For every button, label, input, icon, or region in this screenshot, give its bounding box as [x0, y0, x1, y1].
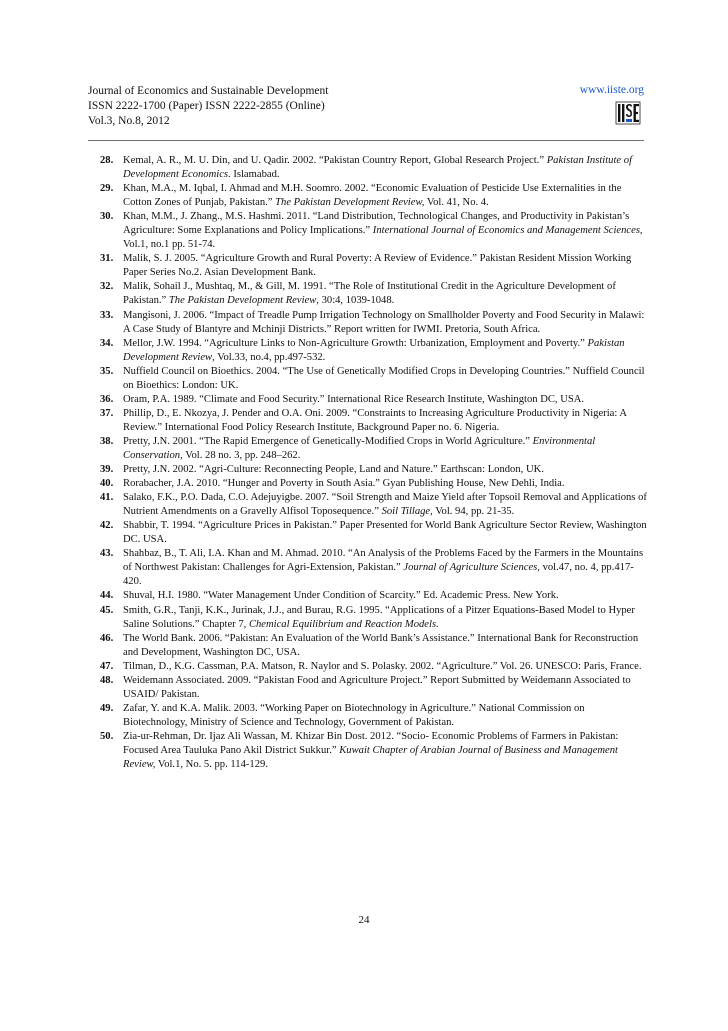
reference-text: The World Bank. 2006. “Pakistan: An Evaluation of the World Bank’s Assistance.” International Bank for Reconstruction and Development, Washington DC, USA. — [123, 632, 639, 658]
reference-number: 37. — [100, 407, 114, 419]
reference-number: 35. — [100, 365, 114, 377]
reference-item — [100, 463, 647, 477]
journal-url-link[interactable]: www.iiste.org — [579, 84, 644, 96]
reference-text: Kemal, A. R., M. U. Din, and U. Qadir. 2002. “Pakistan Country Report, Global Research Project.” — [123, 155, 547, 166]
reference-number: 30. — [100, 211, 114, 223]
reference-number: 44. — [100, 590, 114, 602]
reference-text: Tilman, D., K.G. Cassman, P.A. Matson, R. Naylor and S. Polasky. 2002. “Agriculture.” Vol. 26. UNESCO: Paris, France. — [123, 660, 642, 672]
reference-text: Khan, M.A., M. Iqbal, I. Ahmad and M.H. Soomro. 2002. “Economic Evaluation of Pesticide Use Externalities in the Cotton Zones of Punjab, Pakistan.” — [123, 183, 622, 209]
header-divider — [88, 140, 644, 141]
reference-source-title: The Pakistan Development Review — [168, 295, 317, 307]
reference-number: 45. — [100, 604, 114, 616]
reference-item — [100, 604, 647, 632]
reference-item — [100, 337, 647, 365]
reference-text: vol.47, no. 4, pp.417-420. — [123, 562, 634, 588]
reference-text: Zafar, Y. and K.A. Malik. 2003. “Working Paper on Biotechnology in Agriculture.” National Commission on Biotechnology, Ministry of Science and Technology, Government of Pakistan. — [123, 702, 585, 728]
reference-number: 39. — [100, 464, 114, 476]
reference-item — [100, 309, 647, 337]
reference-text: , Vol. 28 no. 3, pp. 248–262. — [180, 449, 301, 461]
reference-item — [100, 491, 647, 519]
reference-text: Oram, P.A. 1989. “Climate and Food Security.” International Rice Research Institute, Washington DC, USA. — [123, 393, 585, 405]
reference-item — [100, 393, 647, 407]
reference-number: 31. — [100, 253, 114, 265]
reference-text: Shabbir, T. 1994. “Agriculture Prices in Pakistan.” Paper Presented for World Bank Agriculture Sector Review, Washington DC. USA. — [123, 520, 647, 546]
reference-source-title: Journal of Agriculture Sciences, — [403, 562, 540, 574]
volume-line: Vol.3, No.8, 2012 — [88, 115, 170, 127]
reference-item — [100, 210, 647, 252]
reference-text: Khan, M.M., J. Zhang., M.S. Hashmi. 2011. “Land Distribution, Technological Changes, and Productivity in Pakistan’s Agriculture: Some Explanations and Policy Implications.” — [123, 211, 630, 237]
reference-item — [100, 154, 647, 182]
reference-number: 38. — [100, 435, 114, 447]
reference-text: Mangisoni, J. 2006. “Impact of Treadle Pump Irrigation Technology on Smallholder Poverty and Food Security in Malawi: A Case Study of Blantyre and Mchinji Districts.” Report written for IWMI. Pretoria, South Africa. — [123, 309, 645, 335]
reference-number: 50. — [100, 730, 114, 742]
reference-number: 48. — [100, 674, 114, 686]
reference-source-title: Chemical Equilibrium and Reaction Models. — [248, 618, 439, 630]
reference-text: Malik, S. J. 2005. “Agriculture Growth and Rural Poverty: A Review of Evidence.” Pakistan Resident Mission Working Paper Series No.2. Asian Development Bank. — [123, 253, 632, 279]
reference-item — [100, 182, 647, 210]
reference-source-title: International Journal of Economics and Management Sciences, — [372, 225, 643, 237]
page-number: 24 — [358, 914, 370, 926]
reference-text: Smith, G.R., Tanji, K.K., Jurinak, J.J., and Burau, R.G. 1995. “Applications of a Pitzer Equations-Based Model to Hyper Saline Solutions.” Chapter 7, — [123, 604, 635, 630]
reference-item — [100, 252, 647, 280]
reference-text: Malik, Sohail J., Mushtaq, M., & Gill, M. 1991. “The Role of Institutional Credit in the Agriculture Development of Pakistan.” — [123, 281, 616, 307]
reference-item — [100, 280, 647, 308]
reference-text: Phillip, D., E. Nkozya, J. Pender and O.A. Oni. 2009. “Constraints to Increasing Agriculture Productivity in Nigeria: A Review.” International Food Policy Research Institute, Background Paper no. 6. Nigeria. — [123, 407, 627, 433]
reference-number: 47. — [100, 660, 114, 672]
reference-number: 49. — [100, 702, 114, 714]
reference-number: 43. — [100, 548, 114, 560]
reference-text: Vol. 94, pp. 21-35. — [432, 506, 515, 518]
reference-item — [100, 477, 647, 491]
reference-source-title: Environmental Conservation — [123, 435, 596, 461]
reference-text: Vol.1, No. 5. pp. 114-129. — [155, 759, 268, 771]
reference-number: 42. — [100, 520, 114, 532]
reference-text: Vol.1, no.1 pp. 51-74. — [123, 239, 216, 251]
reference-number: 32. — [100, 281, 114, 293]
reference-item — [100, 407, 647, 435]
reference-item — [100, 519, 647, 547]
reference-item — [100, 730, 647, 772]
reference-source-title: Pakistan Development Review — [123, 337, 625, 363]
reference-item — [100, 589, 647, 603]
reference-text: Nuffield Council on Bioethics. 2004. “The Use of Genetically Modified Crops in Developing Countries.” Nuffield Council on Bioethics: London: UK. — [123, 365, 645, 391]
reference-item — [100, 632, 647, 660]
reference-number: 33. — [100, 309, 114, 321]
reference-number: 46. — [100, 632, 114, 644]
reference-source-title: Kuwait Chapter of Arabian Journal of Business and Management Review, — [123, 744, 618, 771]
journal-title: Journal of Economics and Sustainable Development — [88, 85, 329, 97]
reference-source-title: Soil Tillage, — [381, 506, 433, 518]
reference-number: 29. — [100, 183, 114, 195]
reference-item — [100, 365, 647, 393]
reference-source-title: The Pakistan Development Review, — [275, 197, 425, 209]
reference-number: 34. — [100, 337, 114, 349]
reference-text: . Islamabad. — [228, 169, 280, 181]
issn-line: ISSN 2222-1700 (Paper) ISSN 2222-2855 (Online) — [88, 100, 325, 112]
reference-source-title: Pakistan Institute of Development Economics — [123, 155, 633, 181]
reference-text: Zia-ur-Rehman, Dr. Ijaz Ali Wassan, M. Khizar Bin Dost. 2012. “Socio- Economic Problems of Farmers in Pakistan: Focused Area Tauluka Pano Akil District Sukkur.” — [123, 730, 619, 756]
reference-item — [100, 547, 647, 589]
reference-list — [100, 154, 647, 772]
reference-text: Weidemann Associated. 2009. “Pakistan Food and Agriculture Project.” Report Submitted by Weidemann Associated to USAID/ Pakistan. — [123, 674, 631, 700]
reference-text: Mellor, J.W. 1994. “Agriculture Links to Non-Agriculture Growth: Urbanization, Employment and Poverty.” — [123, 337, 588, 349]
reference-text: Rorabacher, J.A. 2010. “Hunger and Poverty in South Asia.” Gyan Publishing House, New Dehli, India. — [123, 478, 565, 490]
reference-text: Shuval, H.I. 1980. “Water Management Under Condition of Scarcity.” Ed. Academic Press. New York. — [123, 590, 559, 602]
page-header — [88, 84, 644, 129]
reference-item — [100, 660, 647, 674]
reference-item — [100, 435, 647, 463]
reference-item — [100, 674, 647, 702]
reference-text: Pretty, J.N. 2002. “Agri-Culture: Reconnecting People, Land and Nature.” Earthscan: London, UK. — [123, 464, 544, 476]
reference-number: 28. — [100, 155, 114, 166]
reference-number: 41. — [100, 492, 114, 504]
reference-text: Pretty, J.N. 2001. “The Rapid Emergence of Genetically-Modified Crops in World Agriculture.” — [123, 435, 533, 447]
reference-text: Salako, F.K., P.O. Dada, C.O. Adejuyigbe. 2007. “Soil Strength and Maize Yield after Topsoil Removal and Applications of Nutrient Amendments on a Gravelly Alfisol Toposequence.” — [123, 492, 647, 518]
reference-text: , 30:4, 1039-1048. — [316, 295, 395, 307]
reference-item — [100, 702, 647, 730]
reference-text: , Vol.33, no.4, pp.497-532. — [212, 351, 326, 363]
iiste-logo-icon — [615, 101, 641, 125]
reference-text: Shahbaz, B., T. Ali, I.A. Khan and M. Ahmad. 2010. “An Analysis of the Problems Faced by the Farmers in the Mountains of Northwest Pakistan: Challenges for Agri-Extension, Pakistan.” — [123, 548, 644, 574]
reference-number: 40. — [100, 478, 114, 490]
reference-number: 36. — [100, 393, 114, 405]
reference-text: Vol. 41, No. 4. — [424, 197, 489, 209]
